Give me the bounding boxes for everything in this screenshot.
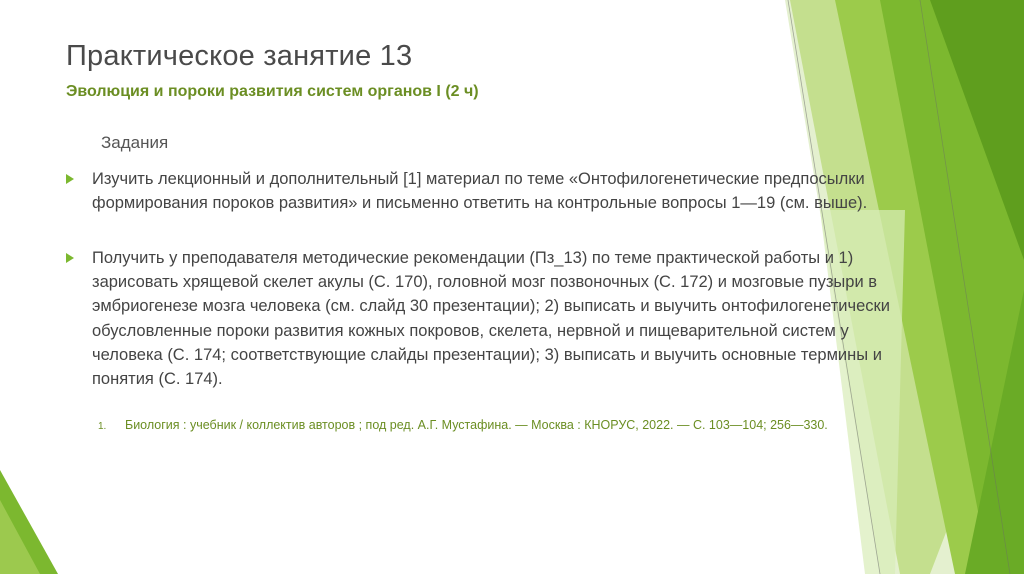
reference-number: 1. [98,421,107,432]
reference-text: Биология : учебник / коллектив авторов ; под ред. А.Г. Мустафина. — Москва : КНОРУС, 2022. — С. 103—104; 256—330. [125,418,828,432]
slide-subtitle: Эволюция и пороки развития систем органов I (2 ч) [66,83,479,100]
slide-title: Практическое занятие 13 [66,40,413,72]
bullet-text: Изучить лекционный и дополнительный [1] материал по теме «Онтофилогенетические предпосылки формирования пороков развития» и письменно ответить на контрольные вопросы 1—19 (см. выше). [92,170,868,213]
bullet-text: Получить у преподавателя методические рекомендации (Пз_13) по теме практической работы и 1) зарисовать хрящевой скелет акулы (С. 170), головной мозг позвоночных (С. 172) и мозговые пузыри в эмбриогенезе мозга человека (см. слайд 30 презентации); 2) выписать и выучить онтофилогенетически обусловленные пороки развития кожных покровов, скелета, нервной и пищеварительной систем у человека (С. 174; соответствующие слайды презентации); 3) выписать и выучить основные термины и понятия (С. 174). [92,249,890,389]
triangle-bullet-icon [66,253,74,263]
triangle-bullet-icon [66,174,74,184]
section-heading: Задания [101,133,169,152]
